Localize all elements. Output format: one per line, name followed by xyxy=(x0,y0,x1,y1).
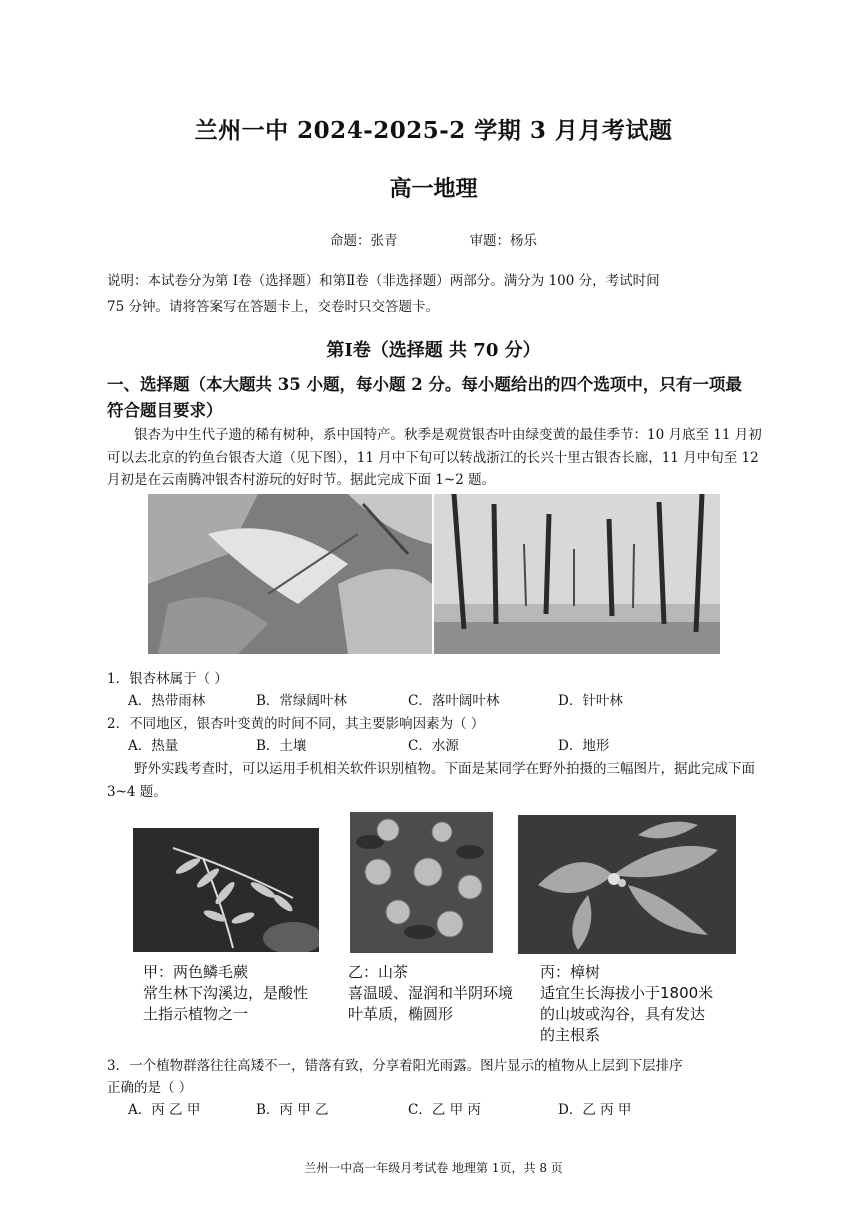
plant-name-bing: 丙：樟树 xyxy=(540,963,601,981)
q2-option-a[interactable]: A．热量 xyxy=(128,738,179,754)
reviewer-label: 审题：杨乐 xyxy=(469,233,537,249)
q3-option-a[interactable]: A．丙 乙 甲 xyxy=(128,1102,201,1118)
q1-option-c[interactable]: C．落叶阔叶林 xyxy=(408,693,500,709)
q3-option-d[interactable]: D．乙 丙 甲 xyxy=(558,1102,632,1118)
passage-ginkgo: 银杏为中生代子遗的稀有树种，系中国特产。秋季是观赏银杏叶由绿变黄的最佳季节：10 月底至 11 月初可以去北京的钓鱼台银杏大道（见下图），11 月中下旬可以转战浙江的长兴十里古银杏长廊，11 月中旬至 12 月初是在云南腾冲银杏村游玩的好时节。据此完成下面 1~2 题。 xyxy=(107,427,762,488)
part-one-heading-line-1: 一、选择题（本大题共 35 小题，每小题 2 分。每小题给出的四个选项中，只有一项最 xyxy=(107,375,742,394)
part-one-heading xyxy=(107,372,767,424)
question-1: 1．银杏林属于（ ） xyxy=(107,671,228,687)
q2-option-c[interactable]: C．水源 xyxy=(408,738,459,754)
plant-desc-jia-1: 常生林下沟溪边，是酸性 xyxy=(143,984,309,1002)
q1-option-a[interactable]: A．热带雨林 xyxy=(128,693,206,709)
plant-caption-bing xyxy=(540,962,750,1046)
plant-name-yi: 乙：山茶 xyxy=(348,963,409,981)
question-3-options xyxy=(128,1099,768,1121)
page-footer: 兰州一中高一年级月考试卷 地理第 1页，共 8 页 xyxy=(304,1161,563,1175)
question-3-line-1: 3．一个植物群落往往高矮不一，错落有致，分享着阳光雨露。图片显示的植物从上层到下层排序 xyxy=(107,1058,683,1074)
setter-label: 命题：张青 xyxy=(330,233,398,249)
plant-desc-yi-1: 喜温暖、湿润和半阴环境 xyxy=(348,984,514,1002)
question-3-line-2: 正确的是（ ） xyxy=(107,1080,193,1096)
plant-desc-yi-2: 叶革质，椭圆形 xyxy=(348,1005,454,1023)
q2-option-b[interactable]: B．土壤 xyxy=(256,738,307,754)
q3-option-b[interactable]: B．丙 甲 乙 xyxy=(256,1102,329,1118)
passage-plants: 野外实践考查时，可以运用手机相关软件识别植物。下面是某同学在野外拍摄的三幅图片，据此完成下面 3~4 题。 xyxy=(107,761,755,800)
instructions-line-1: 说明：本试卷分为第 Ⅰ卷（选择题）和第Ⅱ卷（非选择题）两部分。满分为 100 分，考试时间 xyxy=(107,273,660,289)
question-3 xyxy=(107,1055,762,1099)
plant-name-jia: 甲：两色鳞毛蕨 xyxy=(143,963,249,981)
question-2-options xyxy=(128,735,768,757)
exam-subject: 高一地理 xyxy=(389,176,478,202)
camellia-photo xyxy=(350,812,493,953)
plant-caption-yi xyxy=(348,962,538,1025)
camphor-tree-photo xyxy=(518,815,736,954)
question-2: 2．不同地区，银杏叶变黄的时间不同，其主要影响因素为（ ） xyxy=(107,716,485,732)
part-one-heading-line-2: 符合题目要求） xyxy=(107,401,223,420)
q1-option-b[interactable]: B．常绿阔叶林 xyxy=(256,693,347,709)
plant-desc-bing-3: 的主根系 xyxy=(540,1026,601,1044)
fern-photo xyxy=(133,828,319,952)
ginkgo-avenue-photo xyxy=(434,494,720,654)
q3-option-c[interactable]: C．乙 甲 丙 xyxy=(408,1102,481,1118)
plant-caption-jia xyxy=(143,962,343,1025)
q1-option-d[interactable]: D．针叶林 xyxy=(558,693,623,709)
plant-desc-bing-1: 适宜生长海拔小于1800米 xyxy=(540,984,714,1002)
q2-option-d[interactable]: D．地形 xyxy=(558,738,610,754)
plant-desc-jia-2: 土指示植物之一 xyxy=(143,1005,249,1023)
instructions-line-2: 75 分钟。请将答案写在答题卡上，交卷时只交答题卡。 xyxy=(107,299,439,315)
plant-desc-bing-2: 的山坡或沟谷，具有发达 xyxy=(540,1005,706,1023)
section-title: 第Ⅰ卷（选择题 共 70 分） xyxy=(326,340,541,361)
ginkgo-leaves-photo xyxy=(148,494,432,654)
exam-title: 兰州一中 2024-2025-2 学期 3 月月考试题 xyxy=(194,117,673,144)
authors-line xyxy=(0,229,867,249)
question-1-options xyxy=(128,690,768,712)
instructions xyxy=(107,268,762,320)
